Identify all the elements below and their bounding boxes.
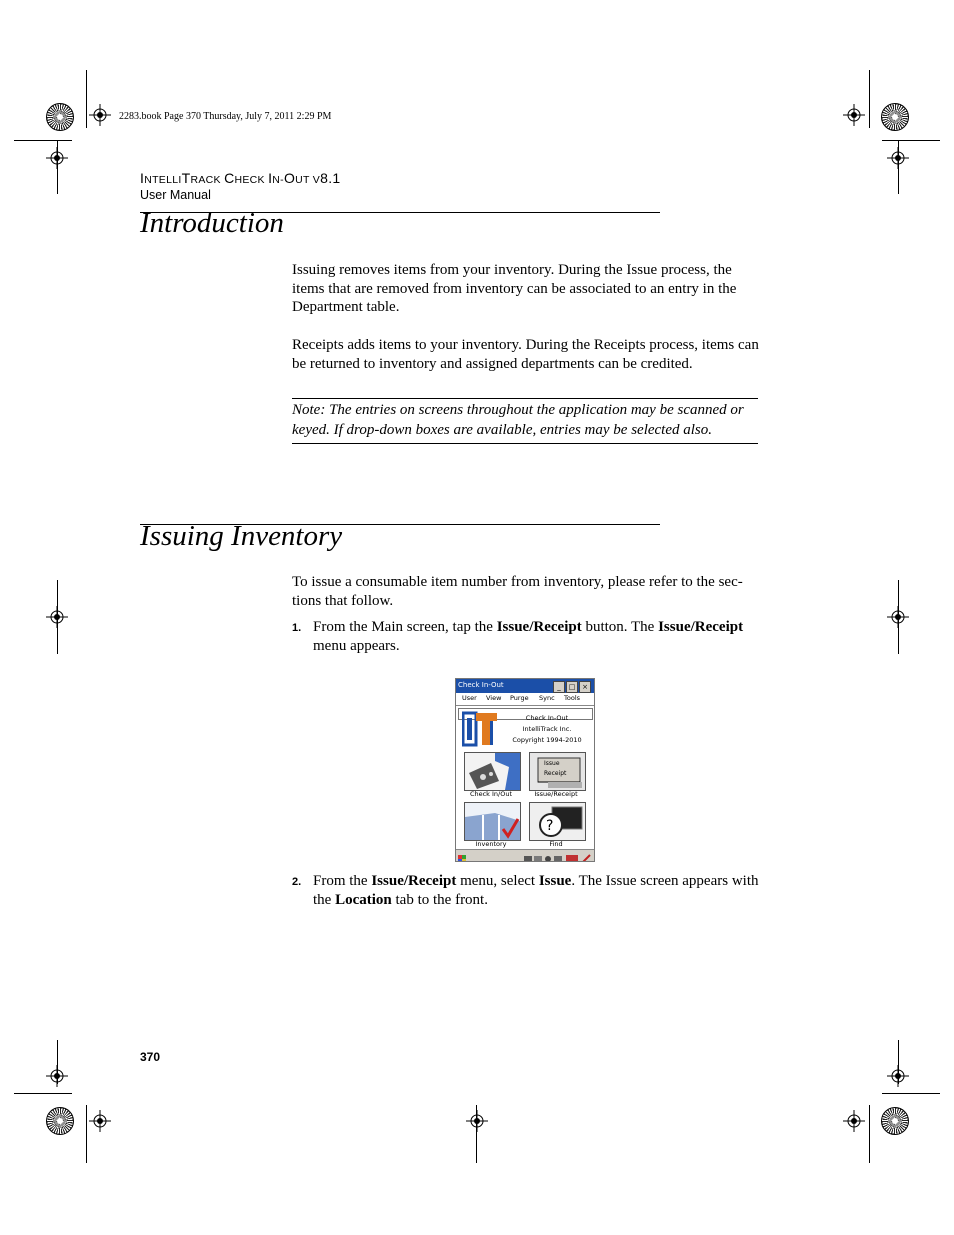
find-tile[interactable] [529,802,586,841]
note-box: Note: The entries on screens throughout the application may be scanned or keyed. If drop-down boxes are available, entries may be selected also. [292,398,758,444]
menu-user[interactable]: User [462,694,477,702]
running-head-title: INTELLITRACK CHECK IN-OUT V8.1 [140,170,341,186]
step-2 [292,872,762,909]
company-line-2: IntelliTrack Inc. [522,725,572,733]
taskbar-tray-icon [456,853,594,862]
issue-receipt-tile[interactable] [529,752,586,791]
step-number: 1. [292,622,302,634]
window-titlebar [456,679,594,693]
menu-tools[interactable]: Tools [564,694,581,702]
taskbar [456,849,594,862]
svg-text:?: ? [546,818,554,834]
issue-receipt-label: Issue/Receipt [534,790,578,798]
menu-sync[interactable]: Sync [539,694,555,702]
menu-view[interactable]: View [486,694,502,702]
check-in-out-tile[interactable] [464,752,521,791]
issuing-paragraph-1: To issue a consumable item number from inventory, please refer to the sec-tions that follow. [292,574,743,609]
find-icon [530,803,585,840]
company-line-3: Copyright 1994-2010 [512,736,582,744]
registration-mark-icon [46,606,68,628]
inventory-label: Inventory [475,840,507,848]
find-label: Find [549,840,563,848]
step-1 [292,618,762,655]
slug-line: 2283.book Page 370 Thursday, July 7, 2011 2:29 PM [119,111,332,122]
registration-mark-icon [46,147,68,169]
inventory-icon [465,803,520,840]
menu-bar [456,693,594,706]
registration-mark-icon [887,147,909,169]
step-text: From the Issue/Receipt menu, select Issue. The Issue screen appears with the Location tab to the front. [313,873,759,908]
popup-issue[interactable]: Issue [544,760,560,767]
heading-introduction: Introduction [140,207,284,239]
step-number: 2. [292,876,302,888]
registration-mark-icon [46,1065,68,1087]
registration-mark-icon [843,104,865,126]
registration-mark-icon [466,1110,488,1132]
device-screenshot [455,678,595,862]
registration-mark-icon [887,606,909,628]
heading-issuing-inventory: Issuing Inventory [140,520,343,552]
running-head-subtitle: User Manual [140,188,211,202]
color-wheel-icon [881,103,909,131]
registration-mark-icon [89,1110,111,1132]
menu-purge[interactable]: Purge [510,694,529,702]
check-in-out-icon [465,753,520,790]
intellitrack-logo-icon [462,711,498,747]
registration-mark-icon [887,1065,909,1087]
page-number: 370 [140,1050,161,1064]
color-wheel-icon [46,103,74,131]
check-in-out-label: Check In/Out [469,790,513,798]
close-button[interactable]: × [579,681,591,693]
registration-mark-icon [843,1110,865,1132]
inventory-tile[interactable] [464,802,521,841]
company-line-1: Check In-Out [525,714,569,722]
minimize-button[interactable]: _ [553,681,565,693]
maximize-button[interactable]: □ [566,681,578,693]
color-wheel-icon [46,1107,74,1135]
intro-paragraph-1: Issuing removes items from your inventory. During the Issue process, the items that are removed from inventory can be associated to an entry in the Department table. [292,262,737,315]
popup-receipt[interactable]: Receipt [544,770,567,777]
intro-paragraph-2: Receipts adds items to your inventory. During the Receipts process, items can be returned to inventory and assigned departments can be credited. [292,337,759,372]
step-text: From the Main screen, tap the Issue/Receipt button. The Issue/Receipt menu appears. [313,619,744,654]
registration-mark-icon [89,104,111,126]
window-title: Check In-Out [458,681,504,689]
color-wheel-icon [881,1107,909,1135]
